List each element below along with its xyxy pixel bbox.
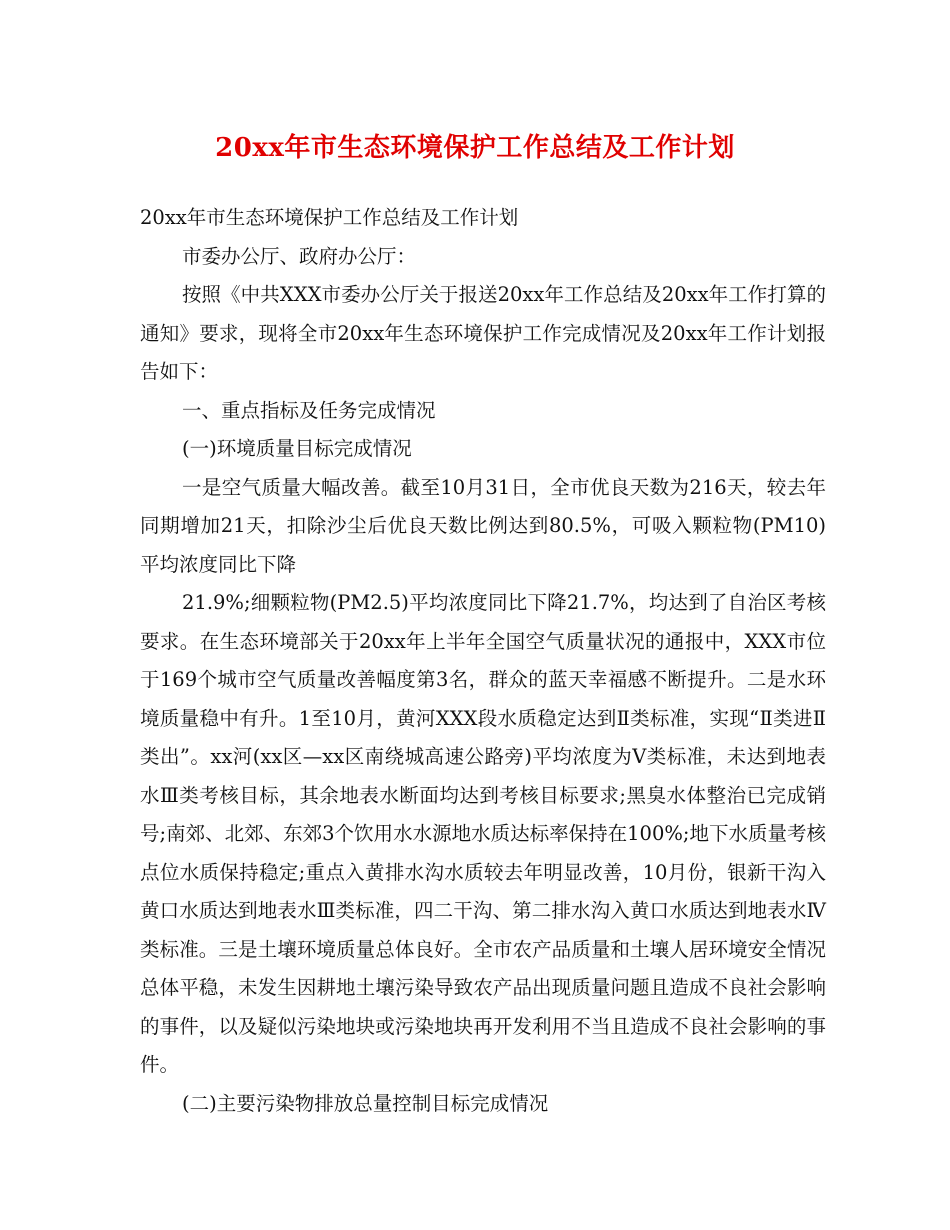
addressee-paragraph: 市委办公厅、政府办公厅： (182, 244, 417, 268)
subsection-heading-2: (二)主要污染物排放总量控制目标完成情况 (182, 1091, 549, 1115)
section-heading-1: 一、重点指标及任务完成情况 (182, 398, 436, 422)
environment-quality-paragraph: 21.9%;细颗粒物(PM2.5)平均浓度同比下降21.7%，均达到了自治区考核要求。在生态环境部关于20xx年上半年全国空气质量状况的通报中，XXX市位于169个城市空气质量改善幅度第3名，群众的蓝天幸福感不断提升。二是水环境质量稳中有升。1至10月，黄河XXX段水质稳定达到Ⅱ类标准，实现“Ⅱ类进Ⅱ类出”。xx河(xx区—xx区南绕城高速公路旁)平均浓度为Ⅴ类标准，未达到地表水Ⅲ类考核目标，其余地表水断面均达到考核目标要求;黑臭水体整治已完成销号;南郊、北郊、东郊3个饮用水水源地水质达标率保持在100%;地下水质量考核点位水质保持稳定;重点入黄排水沟水质较去年明显改善，10月份，银新干沟入黄口水质达到地表水Ⅲ类标准，四二干沟、第二排水沟入黄口水质达到地表水Ⅳ类标准。三是土壤环境质量总体良好。全市农产品质量和土壤人居环境安全情况总体平稳，未发生因耕地土壤污染导致农产品出现质量问题且造成不良社会影响的事件，以及疑似污染地块或污染地块再开发利用不当且造成不良社会影响的事件。 (140, 591, 826, 1076)
subtitle-paragraph: 20xx年市生态环境保护工作总结及工作计划 (140, 206, 519, 229)
document-title: 20xx年市生态环境保护工作总结及工作计划 (215, 133, 735, 163)
document-body (140, 199, 826, 1123)
intro-paragraph: 按照《中共XXX市委办公厅关于报送20xx年工作总结及20xx年工作打算的通知》要求，现将全市20xx年生态环境保护工作完成情况及20xx年工作计划报告如下： (140, 283, 826, 383)
air-quality-paragraph: 一是空气质量大幅改善。截至10月31日，全市优良天数为216天，较去年同期增加21天，扣除沙尘后优良天数比例达到80.5%，可吸入颗粒物(PM10)平均浓度同比下降 (140, 475, 826, 576)
subsection-heading-1: (一)环境质量目标完成情况 (182, 437, 412, 460)
